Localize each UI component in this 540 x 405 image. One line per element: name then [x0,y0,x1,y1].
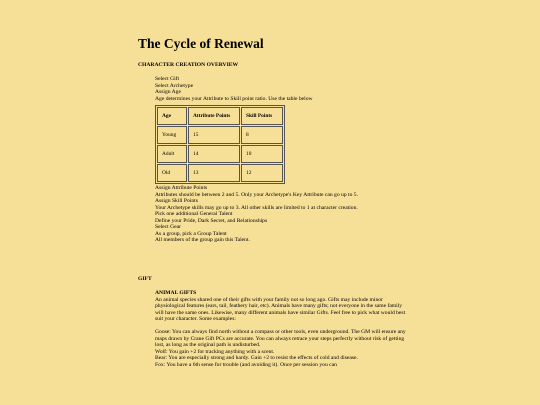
step-line: Select Gift [155,76,180,82]
step-line: As a group, pick a Group Talent [155,230,227,237]
step-line: Attributes should be between 2 and 5. Only your Archetype's Key Attribute can go up to 5. [155,191,358,198]
table-cell: Old [157,164,187,182]
table-row [157,145,283,163]
table-header-cell: Age [157,107,187,125]
step-line: All members of the group gain this Talent. [155,237,250,243]
section-heading-gift: GIFT [138,276,152,282]
page-title: The Cycle of Renewal [138,36,264,51]
table-cell: Young [157,126,187,144]
step-line: Assign Skill Points [155,198,198,204]
step-line: Select Archetype [155,82,194,89]
table-cell: 12 [241,164,283,182]
step-line: Define your Pride, Dark Secret, and Relationships [155,217,268,224]
step-line: Pick one additional General Talent [155,211,233,217]
step-line: Your Archetype skills may go up to 3. All other skills are limited to 1 at character creation. [155,204,358,211]
table-cell: Adult [157,145,187,163]
step-line: Assign Age [155,89,181,95]
table-cell: 15 [188,126,240,144]
table-header-row [157,107,283,125]
step-line: Age determines your Attribute to Skill point ratio. Use the table below [155,95,313,102]
step-line: Assign Attribute Points [155,185,208,191]
gift-example: Fox: You have a 6th sense for trouble (and avoiding it). Once per session you can [155,361,337,368]
sub-heading-animal-gifts: ANIMAL GIFTS [155,290,197,296]
gift-example: Bear: You are especially strong and hardy. Gain +2 to resist the effects of cold and disease. [155,355,358,361]
steps-top-list [155,76,410,184]
table-row [157,164,283,182]
table-header-cell: Attribute Points [188,107,240,125]
table-cell: 8 [241,126,283,144]
age-ratio-table [155,105,285,184]
steps-bottom-list [155,185,410,244]
table-header-cell: Skill Points [241,107,283,125]
gift-example: Goose: You can always find north without a compass or other tools, even underground. The GM will ensure any maps drawn by Crane Gift PCs are accurate. You can always retrace your steps perfectly without risk of getting lost, as long as the original path is undisturbed. [155,329,406,348]
table-cell: 13 [188,164,240,182]
gift-example: Wolf: You gain +2 for tracking anything with a scent. [155,348,275,355]
gift-section-body [155,290,410,368]
section-heading-character-creation: CHARACTER CREATION OVERVIEW [138,62,239,68]
table-cell: 10 [241,145,283,163]
table-row [157,126,283,144]
step-line: Select Gear [155,224,181,230]
table-cell: 14 [188,145,240,163]
gift-intro-paragraph: An animal species shared one of their gifts with your family not so long ago. Gifts may include minor physiological features (ears, tail, feathery hair, etc). Animals have many gifts; not everyone in the same family will have the same ones. Likewise, many different animals have similar Gifts. Feel free to pick what would best suit your character. Some examples: [155,296,406,322]
